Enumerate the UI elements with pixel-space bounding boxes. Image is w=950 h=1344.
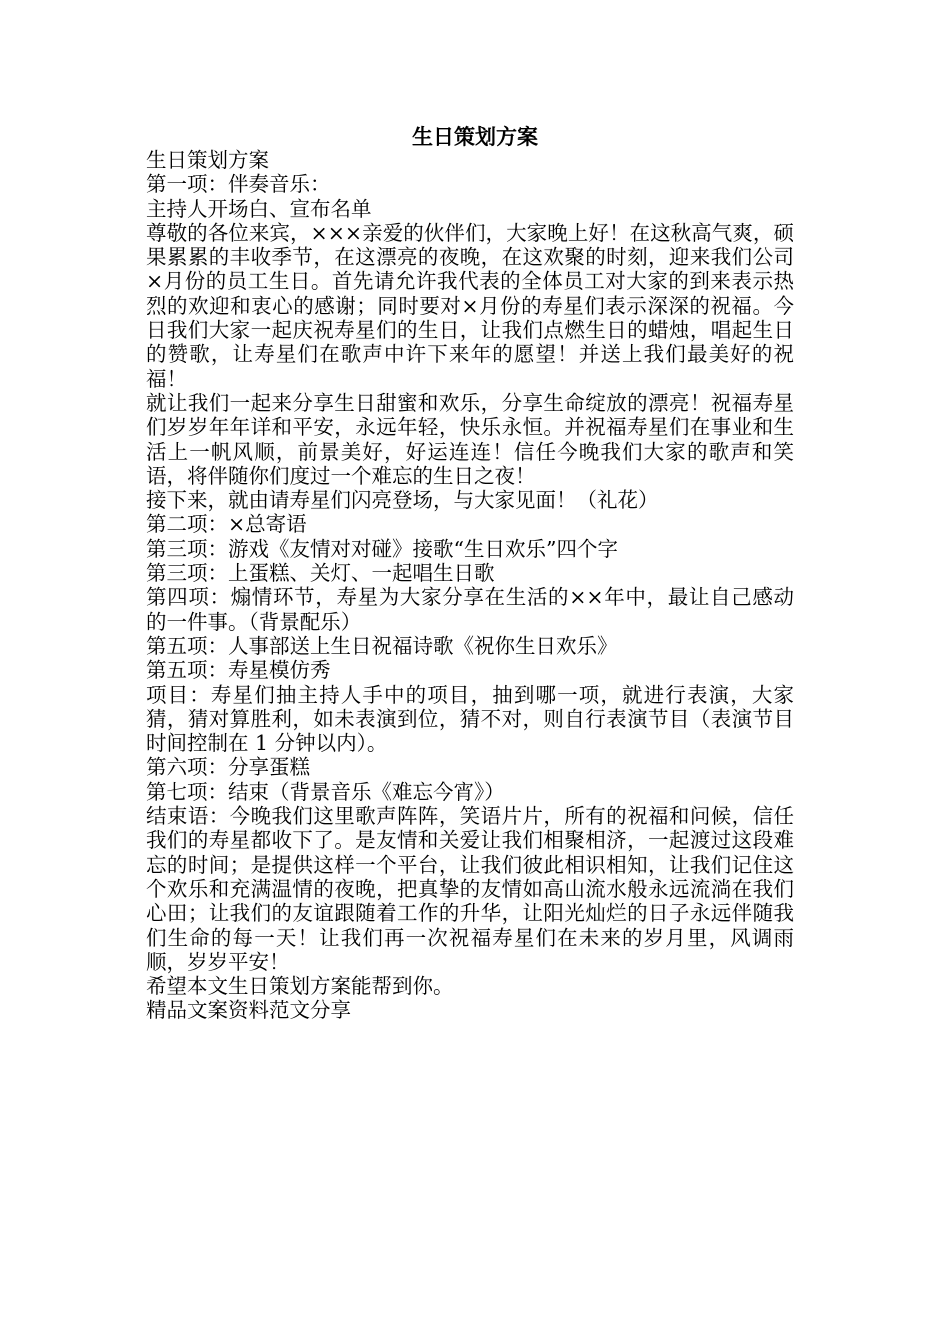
paragraph-hope: 希望本文生日策划方案能帮到你。 xyxy=(146,974,454,999)
paragraph-item-1: 第一项：伴奏音乐： xyxy=(146,172,331,197)
paragraph-item-2: 第二项：×总寄语 xyxy=(146,512,307,537)
paragraph-sharing-joy: 就让我们一起来分享生日甜蜜和欢乐，分享生命绽放的漂亮！祝福寿星们岁岁年年详和平安，永远年轻，快乐永恒。并祝福寿星们在事业和生活上一帆风顺，前景美好，好运连连！信任今晚我们大家的歌声和笑语，将伴随你们度过一个难忘的生日之夜！ xyxy=(146,390,794,488)
paragraph-project: 项目：寿星们抽主持人手中的项目，抽到哪一项，就进行表演，大家猜，猜对算胜利，如未表演到位，猜不对，则自行表演节目（表演节目时间控制在 1 分钟以内）。 xyxy=(146,682,794,756)
paragraph-item-4: 第四项：煽情环节，寿星为大家分享在生活的××年中，最让自己感动的一件事。（背景配乐） xyxy=(146,585,794,634)
paragraph-footer: 精品文案资料范文分享 xyxy=(146,998,351,1023)
paragraph-opening-speech: 尊敬的各位来宾，×××亲爱的伙伴们，大家晚上好！在这秋高气爽，硕果累累的丰收季节，在这漂亮的夜晚，在这欢聚的时刻，迎来我们公司×月份的员工生日。首先请允许我代表的全体员工对大家的到来表示热烈的欢迎和衷心的感谢；同时要对×月份的寿星们表示深深的祝福。今日我们大家一起庆祝寿星们的生日，让我们点燃生日的蜡烛，唱起生日的赞歌，让寿星们在歌声中许下来年的愿望！并送上我们最美好的祝福！ xyxy=(146,220,794,391)
paragraph-entrance: 接下来，就由请寿星们闪亮登场，与大家见面！（礼花） xyxy=(146,488,659,513)
paragraph-host-intro: 主持人开场白、宣布名单 xyxy=(146,196,372,221)
paragraph-item-3-game: 第三项：游戏《友情对对碰》接歌“生日欢乐”四个字 xyxy=(146,536,618,561)
paragraph-item-3-cake: 第三项：上蛋糕、关灯、一起唱生日歌 xyxy=(146,561,495,586)
paragraph-subtitle: 生日策划方案 xyxy=(146,148,269,172)
paragraph-item-5-poem: 第五项：人事部送上生日祝福诗歌《祝你生日欢乐》 xyxy=(146,633,618,658)
paragraph-item-7: 第七项：结束（背景音乐《难忘今宵》） xyxy=(146,779,505,804)
document-body xyxy=(146,148,794,1023)
paragraph-closing-speech: 结束语：今晚我们这里歌声阵阵，笑语片片，所有的祝福和问候，信任我们的寿星都收下了。是友情和关爱让我们相聚相济，一起渡过这段难忘的时间；是提供这样一个平台，让我们彼此相识相知，让我们记住这个欢乐和充满温情的夜晚，把真挚的友情如高山流水般永远流淌在我们心田；让我们的友谊跟随着工作的升华，让阳光灿烂的日子永远伴随我们生命的每一天！让我们再一次祝福寿星们在未来的岁月里，风调雨顺，岁岁平安！ xyxy=(146,804,794,974)
document-title: 生日策划方案 xyxy=(412,124,538,149)
paragraph-item-5-show: 第五项：寿星模仿秀 xyxy=(146,658,331,683)
paragraph-item-6: 第六项：分享蛋糕 xyxy=(146,755,310,780)
